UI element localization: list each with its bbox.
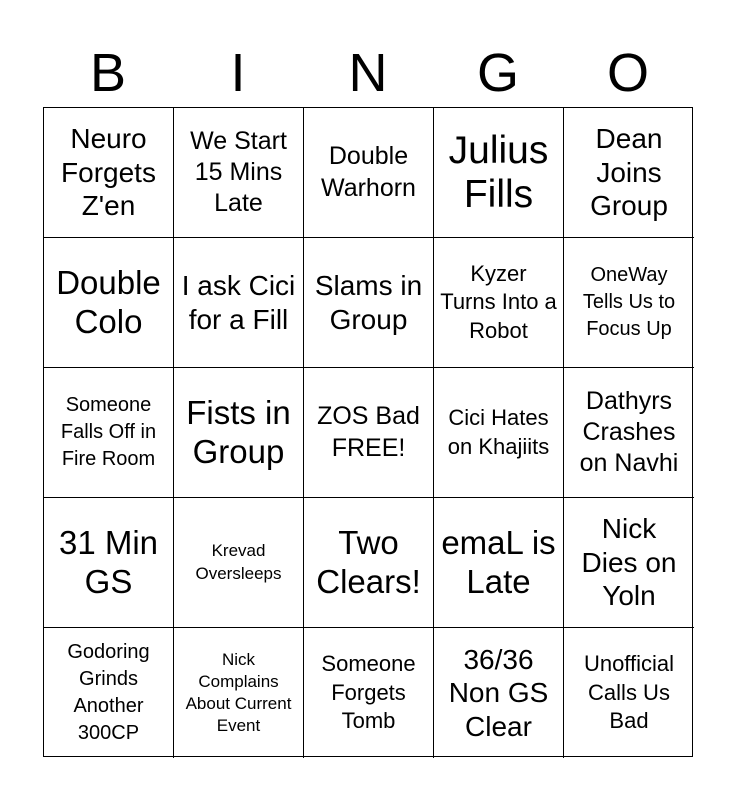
bingo-cell-r1c3[interactable]: Double Warhorn (304, 108, 434, 238)
header-letter-i: I (230, 43, 246, 103)
bingo-cell-r5c2[interactable]: Nick Complains About Current Event (174, 628, 304, 758)
bingo-cell-r1c5[interactable]: Dean Joins Group (564, 108, 694, 238)
header-letter-b: B (89, 43, 127, 103)
bingo-cell-r2c2[interactable]: I ask Cici for a Fill (174, 238, 304, 368)
bingo-cell-r5c1[interactable]: Godoring Grinds Another 300CP (44, 628, 174, 758)
bingo-cell-r4c2[interactable]: Krevad Oversleeps (174, 498, 304, 628)
bingo-cell-r3c4[interactable]: Cici Hates on Khajiits (434, 368, 564, 498)
bingo-cell-r1c1[interactable]: Neuro Forgets Z'en (44, 108, 174, 238)
bingo-cell-r5c4[interactable]: 36/36 Non GS Clear (434, 628, 564, 758)
header-letter-n: N (348, 43, 388, 103)
bingo-cell-r3c5[interactable]: Dathyrs Crashes on Navhi (564, 368, 694, 498)
bingo-cell-r3c2[interactable]: Fists in Group (174, 368, 304, 498)
bingo-cell-r5c5[interactable]: Unofficial Calls Us Bad (583, 651, 675, 734)
bingo-cell-r4c1[interactable]: 31 Min GS (44, 498, 174, 628)
bingo-cell-r5c3[interactable]: Someone Forgets Tomb (304, 628, 434, 758)
header-letter-o: O (606, 43, 649, 103)
bingo-cell-r2c4[interactable]: Kyzer Turns Into a Robot (434, 238, 564, 368)
bingo-cell-r4c3[interactable]: Two Clears! (304, 498, 434, 628)
bingo-cell-r1c2[interactable]: We Start 15 Mins Late (174, 108, 304, 238)
bingo-cell-r4c5[interactable]: Nick Dies on Yoln (564, 498, 694, 628)
bingo-cell-r2c3[interactable]: Slams in Group (304, 238, 434, 368)
bingo-cell-r2c1[interactable]: Double Colo (44, 238, 174, 368)
bingo-cell-r4c4[interactable]: emaL is Late (434, 498, 564, 628)
bingo-cell-r2c5[interactable]: OneWay Tells Us to Focus Up (564, 238, 694, 368)
bingo-cell-r1c4[interactable]: Julius Fills (434, 108, 564, 238)
header-letter-g: G (476, 43, 519, 103)
bingo-cell-r3c1[interactable]: Someone Falls Off in Fire Room (44, 368, 174, 498)
bingo-header (43, 40, 693, 106)
bingo-board (43, 107, 693, 757)
bingo-cell-r3c3[interactable]: ZOS Bad FREE! (304, 368, 434, 498)
